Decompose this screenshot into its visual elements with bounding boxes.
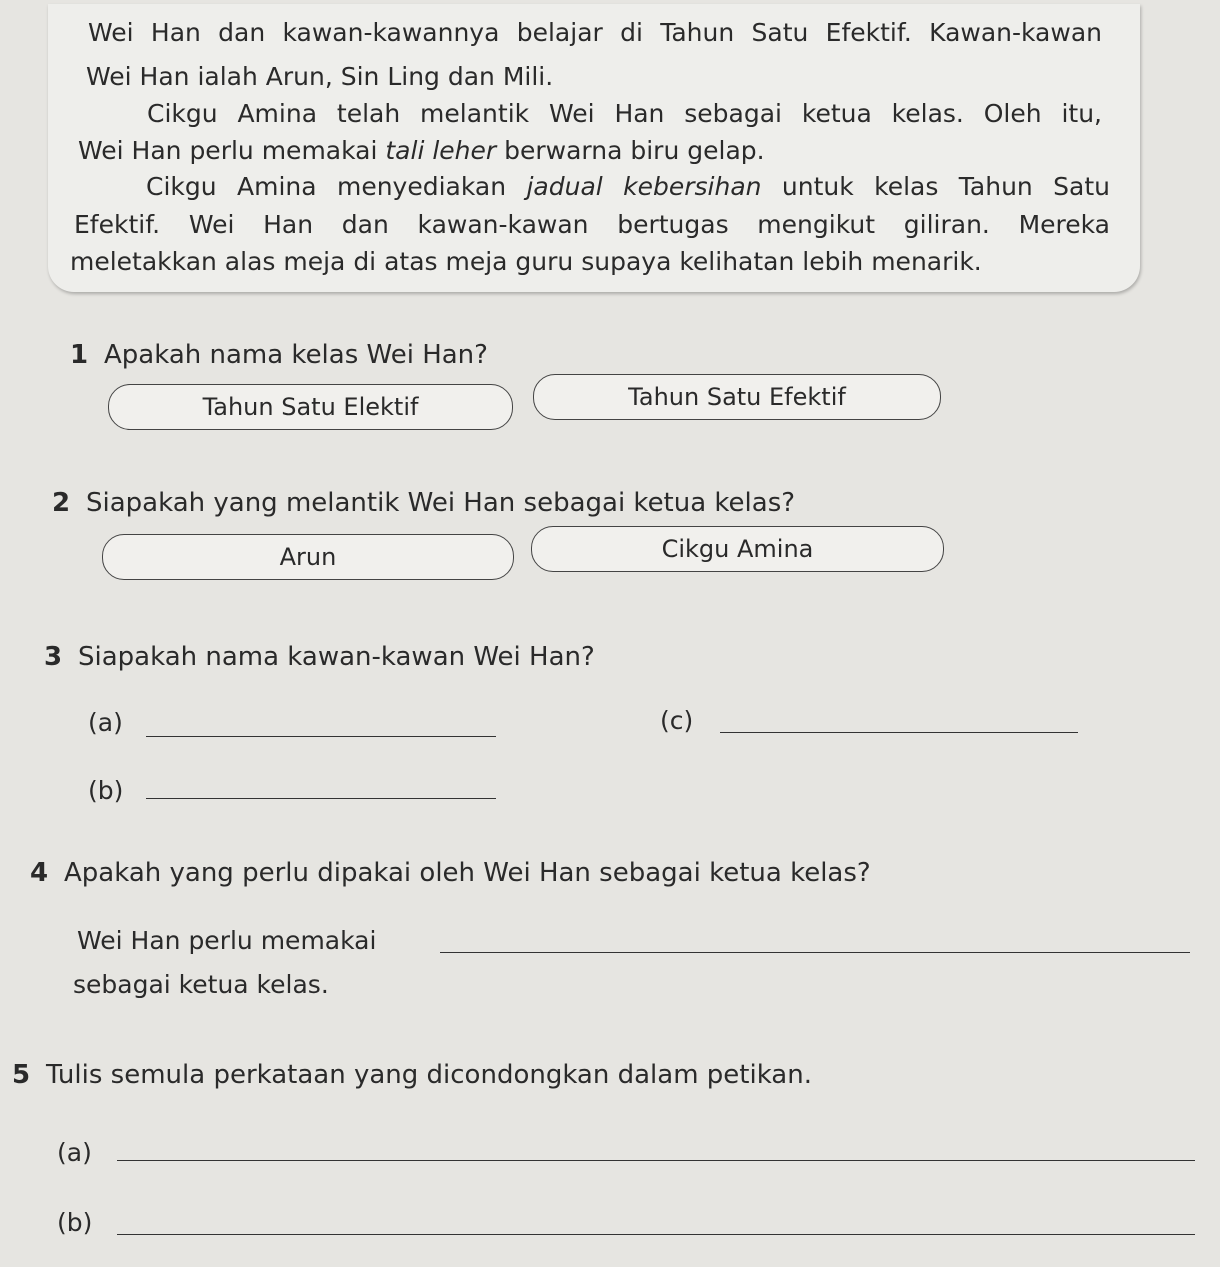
q5-answer-line-b[interactable]	[117, 1234, 1195, 1235]
question-4: 4 Apakah yang perlu dipakai oleh Wei Han sebagai ketua kelas?	[30, 858, 871, 888]
question-5: 5 Tulis semula perkataan yang dicondongkan dalam petikan.	[12, 1060, 812, 1090]
italic-term-jadual-kebersihan: jadual kebersihan	[526, 172, 762, 201]
question-3: 3 Siapakah nama kawan-kawan Wei Han?	[44, 642, 595, 672]
passage-line-4: Wei Han perlu memakai tali leher berwarna biru gelap.	[78, 136, 765, 165]
q3-answer-line-c[interactable]	[720, 732, 1078, 733]
q2-option-a[interactable]: Arun	[102, 534, 514, 580]
q3-label-c: (c)	[660, 706, 694, 735]
q4-answer-suffix: sebagai ketua kelas.	[73, 970, 329, 999]
q5-label-a: (a)	[57, 1138, 92, 1167]
q1-option-a[interactable]: Tahun Satu Elektif	[108, 384, 513, 430]
passage-line-1: Wei Han dan kawan-kawannya belajar di Tahun Satu Efektif. Kawan-kawan	[88, 18, 1102, 47]
question-1: 1 Apakah nama kelas Wei Han?	[70, 340, 488, 370]
passage-line-5: Cikgu Amina menyediakan jadual kebersihan untuk kelas Tahun Satu	[146, 172, 1110, 201]
q4-answer-line[interactable]	[440, 952, 1190, 953]
q3-label-b: (b)	[88, 776, 124, 805]
q5-answer-line-a[interactable]	[117, 1160, 1195, 1161]
q4-answer-prefix: Wei Han perlu memakai	[77, 926, 377, 955]
passage-line-3: Cikgu Amina telah melantik Wei Han sebagai ketua kelas. Oleh itu,	[147, 99, 1102, 128]
passage-line-7: meletakkan alas meja di atas meja guru supaya kelihatan lebih menarik.	[70, 247, 982, 276]
reading-passage	[48, 4, 1140, 292]
q2-option-b[interactable]: Cikgu Amina	[531, 526, 944, 572]
passage-line-6: Efektif. Wei Han dan kawan-kawan bertugas mengikut giliran. Mereka	[74, 210, 1110, 239]
q3-label-a: (a)	[88, 708, 123, 737]
italic-term-tali-leher: tali leher	[385, 136, 497, 165]
passage-line-2: Wei Han ialah Arun, Sin Ling dan Mili.	[86, 62, 554, 91]
q3-answer-line-b[interactable]	[146, 798, 496, 799]
q1-option-b[interactable]: Tahun Satu Efektif	[533, 374, 941, 420]
question-2: 2 Siapakah yang melantik Wei Han sebagai ketua kelas?	[52, 488, 796, 518]
q5-label-b: (b)	[57, 1208, 93, 1237]
q3-answer-line-a[interactable]	[146, 736, 496, 737]
